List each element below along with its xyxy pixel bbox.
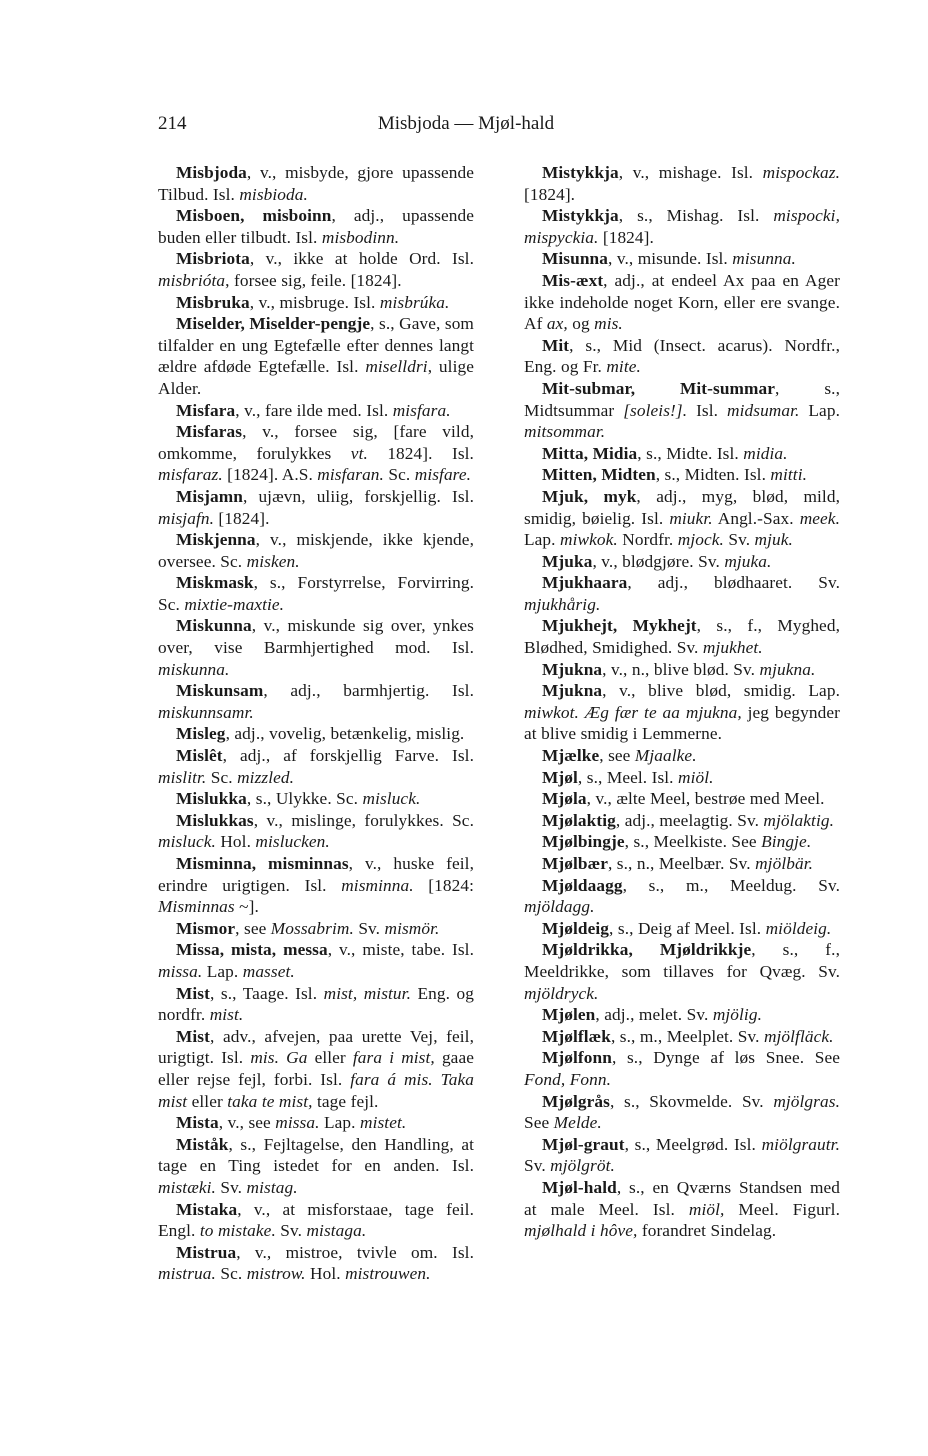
entry-text: Sc.: [215, 1264, 247, 1284]
dictionary-entry: [158, 313, 474, 399]
entry-headword: Mjøl-hald: [542, 1177, 617, 1197]
entry-text: , s., Mid (Insect. acarus). Nordfr., Eng. og Fr.: [524, 335, 840, 377]
entry-italic-text: mis.: [250, 1048, 280, 1068]
entry-headword: Mit-submar, Mit-summar: [542, 378, 776, 398]
dictionary-entry: [524, 745, 840, 767]
entry-headword: Mjælke: [542, 746, 600, 766]
page-number: 214: [158, 113, 187, 134]
entry-headword: Miselder, Miselder-pengje: [176, 314, 371, 334]
entry-headword: Mistrua: [176, 1242, 237, 1262]
entry-italic-text: vt.: [350, 443, 368, 463]
entry-italic-text: Misminnas: [158, 897, 235, 917]
entry-italic-text: Bingje.: [761, 832, 812, 852]
entry-text: Meel. Figurl.: [724, 1199, 840, 1219]
entry-text: , adj., myg, blød, mild, smidig, bøielig. Isl.: [524, 486, 840, 528]
dictionary-entry: [524, 875, 840, 918]
entry-text: Sv.: [353, 918, 385, 938]
entry-italic-text: miöl.: [678, 767, 714, 787]
entry-text: , v., blive blød, smidig. Lap.: [602, 681, 840, 701]
dictionary-entry: [158, 723, 474, 745]
entry-text: , s., f., Myghed, Blødhed, Smidighed. Sv.: [524, 616, 840, 658]
entry-text: , adj., upassende buden eller tilbudt. Isl.: [158, 206, 474, 247]
entry-italic-text: miöl,: [688, 1199, 725, 1219]
entry-italic-text: mitsommar.: [524, 422, 606, 442]
entry-headword: Mjølfonn: [542, 1048, 612, 1068]
entry-text: , s., Mishag. Isl.: [618, 206, 774, 226]
entry-headword: Mislukkas: [176, 810, 254, 830]
entry-text: , s., Gave, som tilfalder en ung Egtefælle efter dennes langt ældre afdøde Egtefælle. Isl.: [158, 314, 474, 377]
dictionary-entry: [158, 1112, 474, 1134]
entry-italic-text: taka te mist,: [227, 1091, 313, 1111]
dictionary-entry: [524, 443, 840, 465]
entry-text: [1824].: [524, 184, 576, 204]
entry-headword: Miskunsam: [176, 681, 264, 701]
dictionary-entry: [524, 1026, 840, 1048]
entry-italic-text: misluck.: [158, 832, 216, 852]
entry-italic-text: mistrua.: [158, 1264, 216, 1284]
entry-headword: Mislukka: [176, 789, 247, 809]
entry-italic-text: midia.: [743, 443, 788, 463]
entry-headword: Mjukhaara: [542, 573, 628, 593]
entry-headword: Misboen, misboinn: [176, 206, 332, 226]
entry-italic-text: [soleis!].: [623, 400, 688, 420]
entry-italic-text: mizzled.: [237, 767, 295, 787]
entry-italic-text: mjöldryck.: [524, 983, 599, 1003]
entry-text: , adj., blødhaaret. Sv.: [627, 573, 840, 593]
entry-text: ~].: [234, 897, 259, 917]
entry-text: , v., misunde. Isl.: [608, 249, 733, 269]
dictionary-entry: [158, 918, 474, 940]
entry-italic-text: mjuka.: [724, 551, 772, 571]
entry-italic-text: mistæki.: [158, 1177, 216, 1197]
entry-text: See: [524, 1113, 554, 1133]
dictionary-entry: [524, 1004, 840, 1026]
entry-text: eller: [187, 1091, 228, 1111]
entry-italic-text: misjafn.: [158, 508, 215, 528]
entry-text: Lap.: [319, 1113, 360, 1133]
entry-text: , forsee sig, feile. [1824].: [225, 270, 402, 290]
dictionary-entry: [524, 767, 840, 789]
dictionary-entry: [524, 918, 840, 940]
entry-italic-text: misfara.: [392, 400, 451, 420]
entry-headword: Mistykkja: [542, 206, 619, 226]
entry-text: Hol.: [215, 832, 256, 852]
entry-text: Sv.: [275, 1221, 307, 1241]
dictionary-entry: [524, 939, 840, 1004]
entry-italic-text: mjölgras.: [773, 1091, 840, 1111]
entry-text: , v., mistroe, tvivle om. Isl.: [236, 1242, 474, 1262]
entry-text: Isl.: [687, 400, 728, 420]
entry-italic-text: misunna.: [732, 249, 796, 269]
entry-text: Nordfr.: [617, 530, 678, 550]
entry-italic-text: misluck.: [362, 789, 421, 809]
entry-italic-text: miwkok.: [560, 530, 618, 550]
dictionary-entry: [158, 615, 474, 680]
entry-text: , ulige Alder.: [158, 357, 474, 398]
entry-text: , v., mislinge, forulykkes. Sc.: [253, 810, 474, 830]
entry-headword: Mjøldrikka, Mjøldrikkje: [542, 940, 752, 960]
entry-italic-text: misbrióta: [158, 270, 226, 290]
entry-headword: Mis-æxt: [542, 270, 604, 290]
entry-italic-text: mismör.: [384, 918, 440, 938]
dictionary-entry: [158, 939, 474, 982]
dictionary-entry: [524, 162, 840, 205]
entry-text: , s., Meelgrød. Isl.: [624, 1134, 762, 1154]
entry-text: , s., en Qværns Standsen med at male Meel. Isl.: [524, 1177, 840, 1219]
entry-italic-text: mjölig.: [712, 1005, 762, 1025]
entry-headword: Mitten, Midten: [542, 465, 656, 485]
entry-headword: Mistaka: [176, 1199, 238, 1219]
entry-text: Lap.: [524, 530, 561, 550]
dictionary-entry: [158, 1199, 474, 1242]
entry-italic-text: misbrúka.: [379, 292, 450, 312]
dictionary-entry: [524, 788, 840, 810]
entry-text: , adj., meelagtig. Sv.: [615, 810, 764, 830]
entry-italic-text: mjukna.: [759, 659, 816, 679]
entry-headword: Mjukhejt, Mykhejt: [542, 616, 697, 636]
entry-italic-text: mjuk.: [754, 530, 793, 550]
entry-italic-text: mislitr.: [158, 767, 207, 787]
entry-text: Sv.: [524, 1156, 551, 1176]
entry-text: , adv., afvejen, paa urette Vej, feil, urigtigt. Isl.: [158, 1026, 474, 1068]
entry-text: , see: [235, 918, 271, 938]
entry-headword: Mjukna: [542, 659, 603, 679]
entry-italic-text: mixtie-maxtie.: [184, 594, 285, 614]
entry-text: , see: [599, 746, 635, 766]
entry-text: , adj., at endeel Ax paa en Ager ikke indeholde noget Korn, eller ere svange. Af: [524, 270, 840, 334]
entry-text: , v., ælte Meel, bestrøe med Meel.: [586, 789, 825, 809]
entry-headword: Mjølgrås: [542, 1091, 610, 1111]
entry-italic-text: mistaga.: [306, 1221, 367, 1241]
dictionary-entry: [158, 983, 474, 1026]
entry-italic-text: miöldeig.: [765, 918, 832, 938]
entry-headword: Misminna, misminnas: [176, 854, 349, 873]
entry-headword: Miskunna: [176, 616, 252, 636]
dictionary-entry: [158, 1134, 474, 1199]
entry-headword: Mjølbingje: [542, 832, 625, 852]
entry-text: , v., fare ilde med. Isl.: [235, 400, 393, 420]
entry-italic-text: ax,: [546, 314, 568, 334]
dictionary-entry: [524, 551, 840, 573]
entry-italic-text: to mistake.: [199, 1221, 276, 1241]
entry-italic-text: missa.: [275, 1113, 320, 1133]
entry-text: , v., miste, tabe. Isl.: [327, 940, 474, 960]
dictionary-entry: [524, 1047, 840, 1090]
entry-italic-text: mist, mistur.: [323, 983, 411, 1003]
entry-italic-text: Mjaalke.: [634, 746, 697, 766]
entry-headword: Mislêt: [176, 746, 223, 766]
entry-text: , adj., vovelig, betænkelig, mislig.: [225, 724, 465, 744]
entry-text: eller: [307, 1048, 353, 1068]
entry-headword: Missa, mista, messa: [176, 940, 328, 960]
dictionary-entry: [158, 292, 474, 314]
entry-text: , s., Midtsummar: [524, 378, 840, 420]
entry-italic-text: Ga: [286, 1048, 308, 1068]
dictionary-entry: [158, 205, 474, 248]
left-column: [158, 162, 474, 1285]
entry-headword: Miskmask: [176, 573, 254, 593]
entry-italic-text: mite.: [606, 357, 641, 377]
entry-text: , v., n., blive blød. Sv.: [602, 659, 760, 679]
entry-italic-text: misbioda.: [239, 184, 308, 204]
entry-italic-text: misfaraz.: [158, 465, 223, 485]
entry-headword: Miståk: [176, 1134, 229, 1154]
entry-text: Eng. og nordfr.: [158, 983, 474, 1025]
entry-text: , v., ikke at holde Ord. Isl.: [249, 249, 474, 269]
entry-italic-text: miwkot. Æg fær te aa mjukna,: [524, 702, 742, 722]
entry-italic-text: Mossabrim.: [270, 918, 354, 938]
entry-text: Hol.: [305, 1264, 346, 1284]
dictionary-entry: [524, 486, 840, 551]
dictionary-entry: [524, 378, 840, 443]
entry-text: , s., Ulykke. Sc.: [246, 789, 363, 809]
entry-italic-text: misfare.: [414, 465, 472, 485]
entry-text: , s., Fejltagelse, den Handling, at tage en Ting istedet for en anden. Isl.: [158, 1134, 474, 1176]
entry-text: , v., mishage. Isl.: [618, 163, 763, 182]
entry-text: Lap.: [799, 400, 840, 420]
entry-text: forandret Sindelag.: [637, 1221, 777, 1241]
entry-text: [1824]. A.S.: [222, 465, 318, 485]
entry-italic-text: mistrouwen.: [345, 1264, 431, 1284]
entry-text: , v., miskjende, ikke kjende, oversee. Sc.: [158, 530, 474, 571]
entry-text: og: [567, 314, 595, 334]
entry-italic-text: mistag.: [246, 1177, 298, 1197]
entry-text: Sc.: [206, 767, 238, 787]
dictionary-entry: [524, 335, 840, 378]
entry-text: , s., Meel. Isl.: [577, 767, 679, 787]
entry-text: , v., forsee sig, [fare vild, omkomme, forulykkes: [158, 422, 474, 463]
entry-headword: Mjølflæk: [542, 1026, 611, 1046]
entry-text: [1824].: [598, 227, 654, 247]
entry-headword: Misbruka: [176, 292, 250, 312]
entry-headword: Mjuk, myk: [542, 486, 637, 506]
entry-text: , s., Dynge af løs Snee. See: [611, 1048, 840, 1068]
dictionary-entry: [524, 464, 840, 486]
entry-italic-text: mjöldagg.: [524, 897, 595, 917]
dictionary-entry: [524, 248, 840, 270]
entry-italic-text: miselldri: [365, 357, 428, 377]
entry-italic-text: midsumar.: [727, 400, 800, 420]
entry-text: 1824]. Isl.: [367, 443, 474, 463]
entry-italic-text: miskunna.: [158, 659, 230, 679]
entry-italic-text: meek.: [799, 508, 840, 528]
dictionary-entry: [158, 745, 474, 788]
entry-text: Sc.: [383, 465, 415, 485]
dictionary-entry: [158, 421, 474, 486]
entry-italic-text: mispockaz.: [762, 163, 840, 182]
dictionary-entry: [524, 615, 840, 658]
entry-text: Lap.: [202, 961, 243, 981]
entry-italic-text: mistet.: [359, 1113, 407, 1133]
entry-headword: Mist: [176, 983, 210, 1003]
entry-headword: Mitta, Midia: [542, 443, 638, 463]
entry-headword: Misfara: [176, 400, 236, 420]
entry-headword: Mist: [176, 1026, 210, 1046]
entry-text: , s., Midten. Isl.: [655, 465, 771, 485]
entry-headword: Miskjenna: [176, 530, 256, 550]
entry-headword: Mjuka: [542, 551, 593, 571]
entry-headword: Mjølen: [542, 1005, 596, 1025]
dictionary-entry: [158, 486, 474, 529]
entry-headword: Mjøla: [542, 789, 587, 809]
entry-text: gaae eller rejse fejl, forbi. Isl.: [158, 1048, 474, 1089]
entry-headword: Mjøldeig: [542, 918, 610, 938]
entry-text: jeg begynder at blive smidig i Lemmerne.: [524, 702, 840, 744]
entry-text: , v., blødgjøre. Sv.: [592, 551, 725, 571]
entry-italic-text: mjölbär.: [755, 854, 814, 873]
entry-text: Sv.: [215, 1177, 247, 1197]
entry-text: , s., Meelkiste. See: [624, 832, 762, 852]
entry-text: , v., at misforstaae, tage feil. Engl.: [158, 1199, 474, 1241]
entry-italic-text: mjölaktig.: [763, 810, 835, 830]
dictionary-entry: [524, 270, 840, 335]
page-header: [158, 110, 774, 138]
dictionary-entry: [524, 810, 840, 832]
entry-text: , s., m., Meeldug. Sv.: [622, 875, 840, 895]
entry-text: [1824].: [214, 508, 270, 528]
dictionary-entry: [158, 853, 474, 918]
entry-text: , s., n., Meelbær. Sv.: [607, 854, 756, 873]
entry-italic-text: Fond, Fonn.: [524, 1069, 612, 1089]
entry-text: , s., Midte. Isl.: [637, 443, 744, 463]
dictionary-entry: [524, 572, 840, 615]
dictionary-entry: [524, 1177, 840, 1242]
entry-text: , v., huske feil, erindre urigtigen. Isl.: [158, 854, 474, 895]
entry-italic-text: mjock.: [677, 530, 724, 550]
dictionary-entry: [524, 1091, 840, 1134]
entry-text: , ujævn, uliig, forskjellig. Isl.: [242, 486, 474, 506]
entry-headword: Mistykkja: [542, 163, 619, 182]
entry-text: , s., Deig af Meel. Isl.: [609, 918, 766, 938]
running-head: Misbjoda — Mjøl-hald: [377, 113, 555, 134]
entry-text: , v., see: [218, 1113, 276, 1133]
entry-italic-text: mjølhald i hôve,: [524, 1221, 638, 1241]
entry-headword: Misbjoda: [176, 163, 247, 182]
entry-headword: Mjukna: [542, 681, 603, 701]
entry-italic-text: fara i mist,: [352, 1048, 435, 1068]
entry-italic-text: misbodinn.: [321, 227, 400, 247]
dictionary-entry: [524, 853, 840, 875]
entry-text: , adj., barmhjertig. Isl.: [263, 681, 474, 701]
entry-headword: Misjamn: [176, 486, 243, 506]
entry-headword: Misunna: [542, 249, 609, 269]
entry-headword: Mjøldaagg: [542, 875, 623, 895]
entry-headword: Mjølbær: [542, 854, 608, 873]
dictionary-entry: [158, 680, 474, 723]
dictionary-entry: [524, 1134, 840, 1177]
entry-headword: Misbriota: [176, 249, 250, 269]
dictionary-entry: [524, 680, 840, 745]
entry-italic-text: mislucken.: [255, 832, 330, 852]
entry-italic-text: misfaran.: [317, 465, 384, 485]
entry-italic-text: miskunnsamr.: [158, 702, 254, 722]
entry-italic-text: misken.: [246, 551, 300, 571]
entry-text: , s., Skovmelde. Sv.: [609, 1091, 774, 1111]
entry-italic-text: mist.: [209, 1005, 244, 1025]
entry-text: , adj., af forskjellig Farve. Isl.: [222, 746, 474, 766]
entry-italic-text: misminna.: [341, 875, 414, 895]
entry-text: tage fejl.: [312, 1091, 379, 1111]
entry-headword: Misfaras: [176, 422, 243, 442]
dictionary-entry: [158, 1026, 474, 1112]
dictionary-entry: [158, 400, 474, 422]
entry-headword: Mista: [176, 1113, 219, 1133]
entry-italic-text: mis.: [594, 314, 623, 334]
entry-text: , s., Forstyrrelse, Forvirring. Sc.: [158, 573, 474, 614]
entry-text: Angl.-Sax.: [712, 508, 800, 528]
entry-italic-text: missa.: [158, 961, 203, 981]
entry-italic-text: mjölgröt.: [550, 1156, 615, 1176]
dictionary-entry: [158, 788, 474, 810]
entry-headword: Mismor: [176, 918, 236, 938]
entry-text: , s., Taage. Isl.: [210, 983, 324, 1003]
entry-italic-text: masset.: [242, 961, 295, 981]
entry-text: Sv.: [723, 530, 755, 550]
dictionary-entry: [158, 248, 474, 291]
right-column: [524, 162, 840, 1242]
entry-headword: Mjølaktig: [542, 810, 616, 830]
entry-italic-text: miukr.: [669, 508, 713, 528]
dictionary-entry: [158, 162, 474, 205]
entry-headword: Misleg: [176, 724, 226, 744]
dictionary-entry: [158, 810, 474, 853]
entry-text: , s., m., Meelplet. Sv.: [610, 1026, 764, 1046]
dictionary-entry: [158, 572, 474, 615]
entry-text: , v., misbruge. Isl.: [249, 292, 380, 312]
entry-italic-text: Melde.: [553, 1113, 602, 1133]
entry-italic-text: mitti.: [770, 465, 808, 485]
entry-headword: Mjøl: [542, 767, 578, 787]
entry-text: , adj., melet. Sv.: [595, 1005, 713, 1025]
entry-text: , v., miskunde sig over, ynkes over, vise Barmhjertighed mod. Isl.: [158, 616, 474, 658]
entry-italic-text: fara á mis. Taka mist: [158, 1069, 474, 1111]
entry-headword: Mjøl-graut: [542, 1134, 625, 1154]
dictionary-entry: [524, 659, 840, 681]
dictionary-entry: [524, 831, 840, 853]
entry-italic-text: mispocki, mispyckia.: [524, 206, 840, 247]
entry-text: [1824:: [413, 875, 474, 895]
dictionary-entry: [158, 1242, 474, 1285]
dictionary-entry: [524, 205, 840, 248]
dictionary-entry: [158, 529, 474, 572]
entry-headword: Mit: [542, 335, 570, 355]
entry-text: , s., f., Meeldrikke, som tillaves for Qvæg. Sv.: [524, 940, 840, 981]
entry-italic-text: mjukhet.: [702, 638, 763, 658]
entry-italic-text: miölgrautr.: [761, 1134, 840, 1154]
entry-italic-text: mjölfläck.: [763, 1026, 834, 1046]
entry-italic-text: mjukhårig.: [524, 594, 601, 614]
entry-text: , v., misbyde, gjore upassende Tilbud. Isl.: [158, 163, 474, 204]
entry-italic-text: mistrow.: [246, 1264, 306, 1284]
